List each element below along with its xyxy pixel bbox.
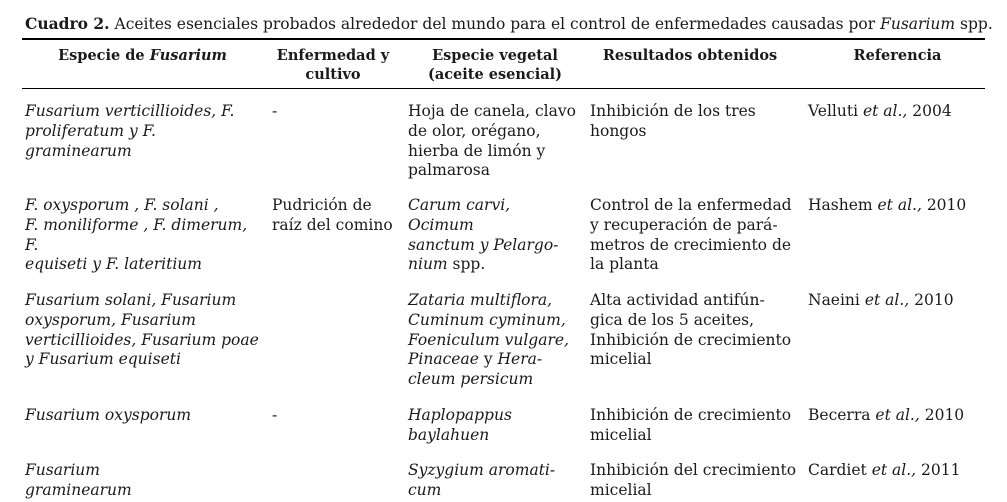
header-species: Especie de Fusarium <box>58 47 227 64</box>
table-row-1-results: Inhibición de los tres hongos <box>590 102 756 140</box>
table-row-1-disease: - <box>272 102 278 120</box>
table-row-2-results: Control de la enfermedad y recuperación de pará- metros de crecimiento de la planta <box>590 196 792 274</box>
table-row-4-species: Fusarium oxysporum <box>25 406 192 424</box>
header-disease: Enfermedad y cultivo <box>276 47 390 83</box>
table-caption <box>25 14 993 33</box>
table-row-2-reference: Hashem et al., 2010 <box>808 196 967 214</box>
table-row-2-plant: Carum carvi, Ocimum sanctum y Pelargo- nium spp. <box>408 196 559 274</box>
table-top-rule <box>22 38 985 40</box>
table-header-rule <box>22 88 985 89</box>
caption-genus: Fusarium <box>880 15 956 33</box>
header-plant-species: Especie vegetal (aceite esencial) <box>427 47 563 83</box>
caption-label: Cuadro 2. <box>25 14 110 33</box>
table-row-2-species: F. oxysporum , F. solani , F. moniliforme , F. dimerum, F. equiseti y F. lateritium <box>25 196 248 274</box>
table-row-1-reference: Velluti et al., 2004 <box>808 102 952 120</box>
table-row-5-species: Fusarium graminearum <box>25 461 132 499</box>
caption-text: Aceites esenciales probados alrededor del mundo para el control de enfermedades causadas por <box>109 15 881 33</box>
table-row-3-plant: Zataria multiflora, Cuminum cyminum, Foeniculum vulgare, Pinaceae y Hera- cleum persicum <box>408 291 569 389</box>
table-row-3-reference: Naeini et al., 2010 <box>808 291 954 309</box>
table-row-4-disease: - <box>272 406 278 424</box>
header-reference: Referencia <box>853 47 942 64</box>
table-row-3-results: Alta actividad antifún- gica de los 5 aceites, Inhibición de crecimiento micelial <box>590 291 792 369</box>
header-results: Resultados obtenidos <box>602 47 778 64</box>
caption-text-end: spp. <box>955 15 993 33</box>
table-row-4-plant: Haplopappus baylahuen <box>408 406 512 444</box>
table-row-1-species: Fusarium verticillioides, F. proliferatum y F. graminearum <box>25 102 235 160</box>
table-row-2-disease: Pudrición de raíz del comino <box>272 196 393 234</box>
table-row-4-results: Inhibición de crecimiento micelial <box>590 406 792 444</box>
table-row-3-species: Fusarium solani, Fusarium oxysporum, Fusarium verticillioides, Fusarium poae y Fusarium equiseti <box>25 291 259 369</box>
table-row-4-reference: Becerra et al., 2010 <box>808 406 965 424</box>
table-row-5-results: Inhibición del crecimiento micelial <box>590 461 797 499</box>
table-row-5-plant: Syzygium aromati- cum <box>408 461 556 499</box>
table-row-5-reference: Cardiet et al., 2011 <box>808 461 961 479</box>
table-row-1-plant: Hoja de canela, clavo de olor, orégano, hierba de limón y palmarosa <box>408 102 576 180</box>
